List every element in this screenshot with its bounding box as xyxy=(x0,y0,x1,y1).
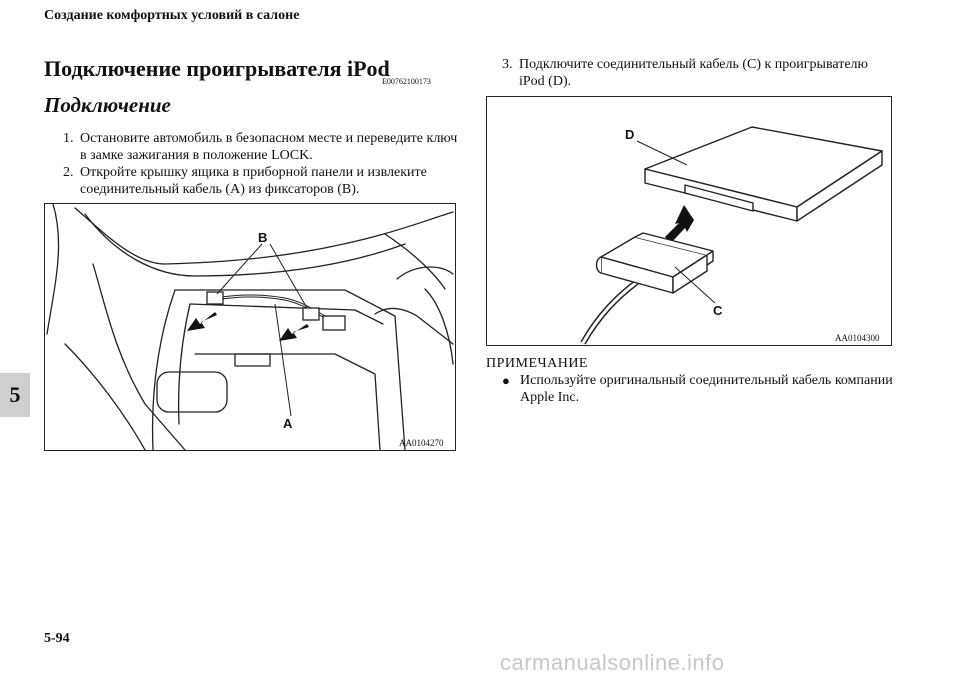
figure-glovebox xyxy=(44,203,456,451)
section-code: E00762100173 xyxy=(382,77,431,86)
step-1-number: 1. xyxy=(63,131,74,146)
step-2 xyxy=(63,164,463,198)
note-line-2: Apple Inc. xyxy=(520,390,580,405)
step-2-line-2: соединительный кабель (A) из фиксаторов (B). xyxy=(80,182,360,197)
step-3-number: 3. xyxy=(502,57,513,72)
figure-ipod xyxy=(486,96,892,346)
label-a: A xyxy=(283,416,293,431)
running-header: Создание комфортных условий в салоне xyxy=(44,8,300,23)
step-3-line-1: Подключите соединительный кабель (C) к проигрывателю xyxy=(519,57,868,72)
step-1-line-1: Остановите автомобиль в безопасном месте и переведите ключ xyxy=(80,131,458,146)
step-3 xyxy=(502,56,902,90)
step-3-line-2: iPod (D). xyxy=(519,74,572,89)
note-text xyxy=(520,372,900,406)
page-number: 5-94 xyxy=(44,631,70,646)
note-bullet: ● xyxy=(502,373,510,388)
section-subtitle: Подключение xyxy=(44,93,171,117)
step-1-line-2: в замке зажигания в положение LOCK. xyxy=(80,148,313,163)
glovebox-illustration xyxy=(45,204,455,450)
chapter-tab: 5 xyxy=(0,373,30,417)
note-line-1: Используйте оригинальный соединительный кабель компании xyxy=(520,373,893,388)
figure-ipod-code: AA0104300 xyxy=(835,333,880,343)
step-1 xyxy=(63,130,463,164)
ipod-illustration xyxy=(487,97,891,345)
watermark: carmanualsonline.info xyxy=(500,650,725,675)
label-d: D xyxy=(625,127,635,142)
label-b: B xyxy=(258,230,268,245)
figure-glovebox-code: AA0104270 xyxy=(399,438,444,448)
section-title: Подключение проигрывателя iPod xyxy=(44,56,390,81)
step-2-line-1: Откройте крышку ящика в приборной панели и извлеките xyxy=(80,165,427,180)
note-title: ПРИМЕЧАНИЕ xyxy=(486,356,588,371)
step-2-number: 2. xyxy=(63,165,74,180)
label-c: C xyxy=(713,303,723,318)
